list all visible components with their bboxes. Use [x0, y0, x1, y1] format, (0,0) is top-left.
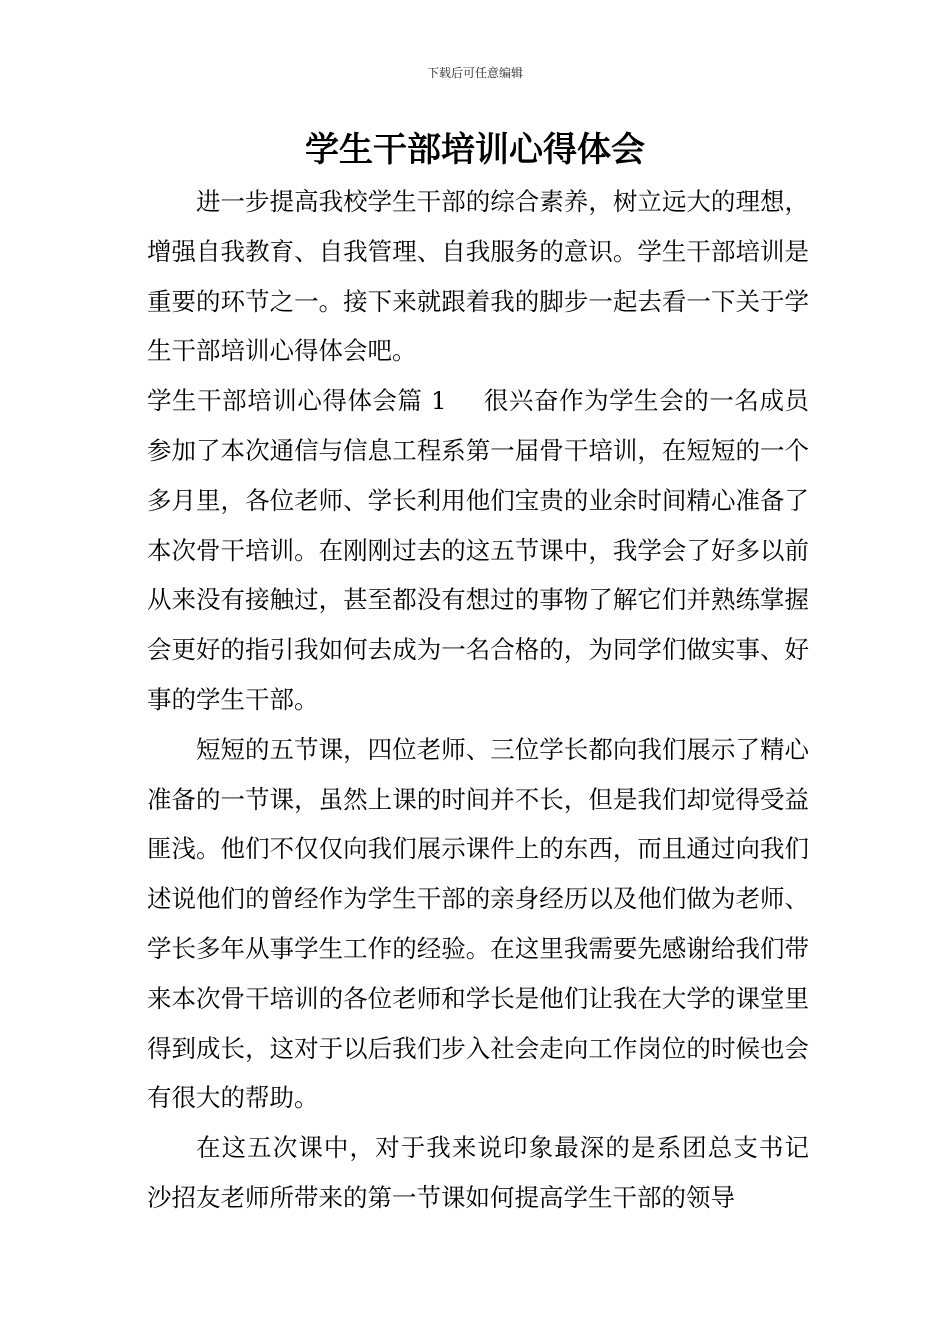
intro-paragraph: 进一步提高我校学生干部的综合素养，树立远大的理想，增强自我教育、自我管理、自我服务的意识。学生干部培训是重要的环节之一。接下来就跟着我的脚步一起去看一下关于学生干部培训心得体会吧。: [147, 187, 809, 366]
body-paragraph-3: 在这五次课中，对于我来说印象最深的是系团总支书记 沙招友老师所带来的第一节课如何提高学生干部的领导: [147, 1133, 809, 1212]
section-heading: 学生干部培训心得体会篇 1: [147, 386, 447, 416]
document-title: 学生干部培训心得体会: [305, 130, 645, 170]
page-header-note: 下载后可任意编辑: [426, 66, 523, 80]
body-paragraph-2: 短短的五节课，四位老师、三位学长都向我们展示了精心准备的一节课，虽然上课的时间并不长，但是我们却觉得受益匪浅。他们不仅仅向我们展示课件上的东西，而且通过向我们述说他们的曾经作为学生干部的亲身经历以及他们做为老师、学长多年从事学生工作的经验。在这里我需要先感谢给我们带来本次骨干培训的各位老师和学长是他们让我在大学的课堂里得到成长，这对于以后我们步入社会走向工作岗位的时候也会有很大的帮助。: [147, 734, 809, 1113]
section-1-paragraph: [147, 376, 809, 725]
section-1-text: 很兴奋作为学生会的一名成员参加了本次通信与信息工程系第一届骨干培训，在短短的一个多月里，各位老师、学长利用他们宝贵的业余时间精心准备了本次骨干培训。在刚刚过去的这五节课中，我学会了好多以前从来没有接触过，甚至都没有想过的事物了解它们并熟练掌握会更好的指引我如何去成为一名合格的，为同学们做实事、好事的学生干部。: [147, 386, 810, 714]
document-body: [147, 177, 809, 1223]
